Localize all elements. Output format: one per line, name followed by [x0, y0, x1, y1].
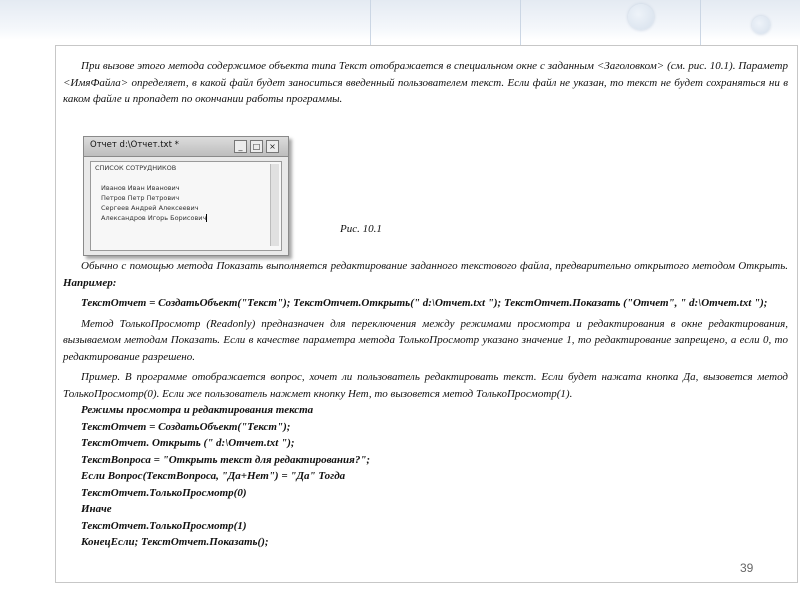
figure-list-line: Сергеев Андрей Алексеевич [101, 204, 199, 212]
code-line: КонецЕсли; ТекстОтчет.Показать(); [81, 536, 269, 548]
figure-window [83, 136, 289, 256]
paragraph-4: Пример. В программе отображается вопрос, хочет ли пользователь редактировать текст. Если будет нажата кнопка Да, вызовется метод ТолькоПросмотр(0). Если же пользователь нажмет кнопку Нет, то вызовется метод ТолькоПросмотр(1). [63, 371, 788, 400]
page-number: 39 [740, 561, 754, 575]
paragraph-2 [63, 258, 788, 291]
code-example-1-text: ТекстОтчет = СоздатьОбъект("Текст"); ТекстОтчет.Открыть(" d:\Отчет.txt "); ТекстОтчет.Показать ("Отчет", " d:\Отчет.txt "); [81, 297, 768, 309]
decorative-line [520, 0, 521, 48]
text-cursor [206, 214, 207, 222]
figure-caption: Рис. 10.1 [340, 223, 382, 235]
code-line: ТекстОтчет = СоздатьОбъект("Текст"); [81, 420, 291, 433]
figure-scrollbar [270, 164, 279, 246]
code-line: Режимы просмотра и редактирования текста [81, 404, 314, 416]
decorative-dot [752, 16, 770, 34]
decorative-line [700, 0, 701, 48]
paragraph-2-text: Обычно с помощью метода Показать выполняется редактирование заданного текстового файла, предварительно открытого методом Открыть. [81, 260, 788, 272]
paragraph-1: При вызове этого метода содержимое объекта типа Текст отображается в специальном окне с заданным <Заголовком> (см. рис. 10.1). Параметр <ИмяФайла> определяет, в какой файл будет заноситься введенный пользователем текст. Если файл не указан, то текст не будет сохраняться ни в каком файле и пропадет по окончании работы программы. [63, 60, 788, 105]
figure-list-line-last [101, 214, 207, 222]
code-line: Иначе [81, 503, 112, 515]
figure-window-titlebar [84, 137, 288, 157]
decorative-header-band [0, 0, 800, 40]
close-icon: × [266, 140, 279, 153]
figure-list-line: Иванов Иван Иванович [101, 184, 180, 192]
figure-list-header: СПИСОК СОТРУДНИКОВ [95, 164, 177, 172]
code-line: ТекстОтчет.ТолькоПросмотр(0) [81, 486, 247, 499]
figure-list-line-text: Александров Игорь Борисович [101, 214, 207, 222]
paragraph-2-bold: Например: [63, 276, 117, 289]
code-line: Если Вопрос(ТекстВопроса, "Да+Нет") = "Да" Тогда [81, 470, 346, 482]
figure-window-title: Отчет d:\Отчет.txt * [90, 140, 179, 150]
code-line: ТекстОтчет. Открыть (" d:\Отчет.txt "); [81, 437, 295, 449]
intro-paragraph [63, 58, 788, 108]
code-example-1 [63, 295, 788, 312]
code-line: ТекстВопроса = "Открыть текст для редактирования?"; [81, 453, 371, 466]
figure-list-line: Петров Петр Петрович [101, 194, 180, 202]
decorative-line [370, 0, 371, 48]
code-block [63, 402, 788, 551]
decorative-dot [628, 4, 654, 30]
figure-window-content [90, 161, 282, 251]
paragraph-3: Метод ТолькоПросмотр (Readonly) предназначен для переключения между режимами просмотра и редактирования в окне редактирования, вызываемом методам Показать. Если в качестве параметра метода ТолькоПросмотр указано значение 1, то редактирование запрещено, а если 0, то редактирование разрешено. [63, 317, 788, 363]
minimize-icon: _ [234, 140, 247, 153]
body-text [63, 258, 788, 551]
code-line: ТекстОтчет.ТолькоПросмотр(1) [81, 519, 247, 532]
maximize-icon: □ [250, 140, 263, 153]
